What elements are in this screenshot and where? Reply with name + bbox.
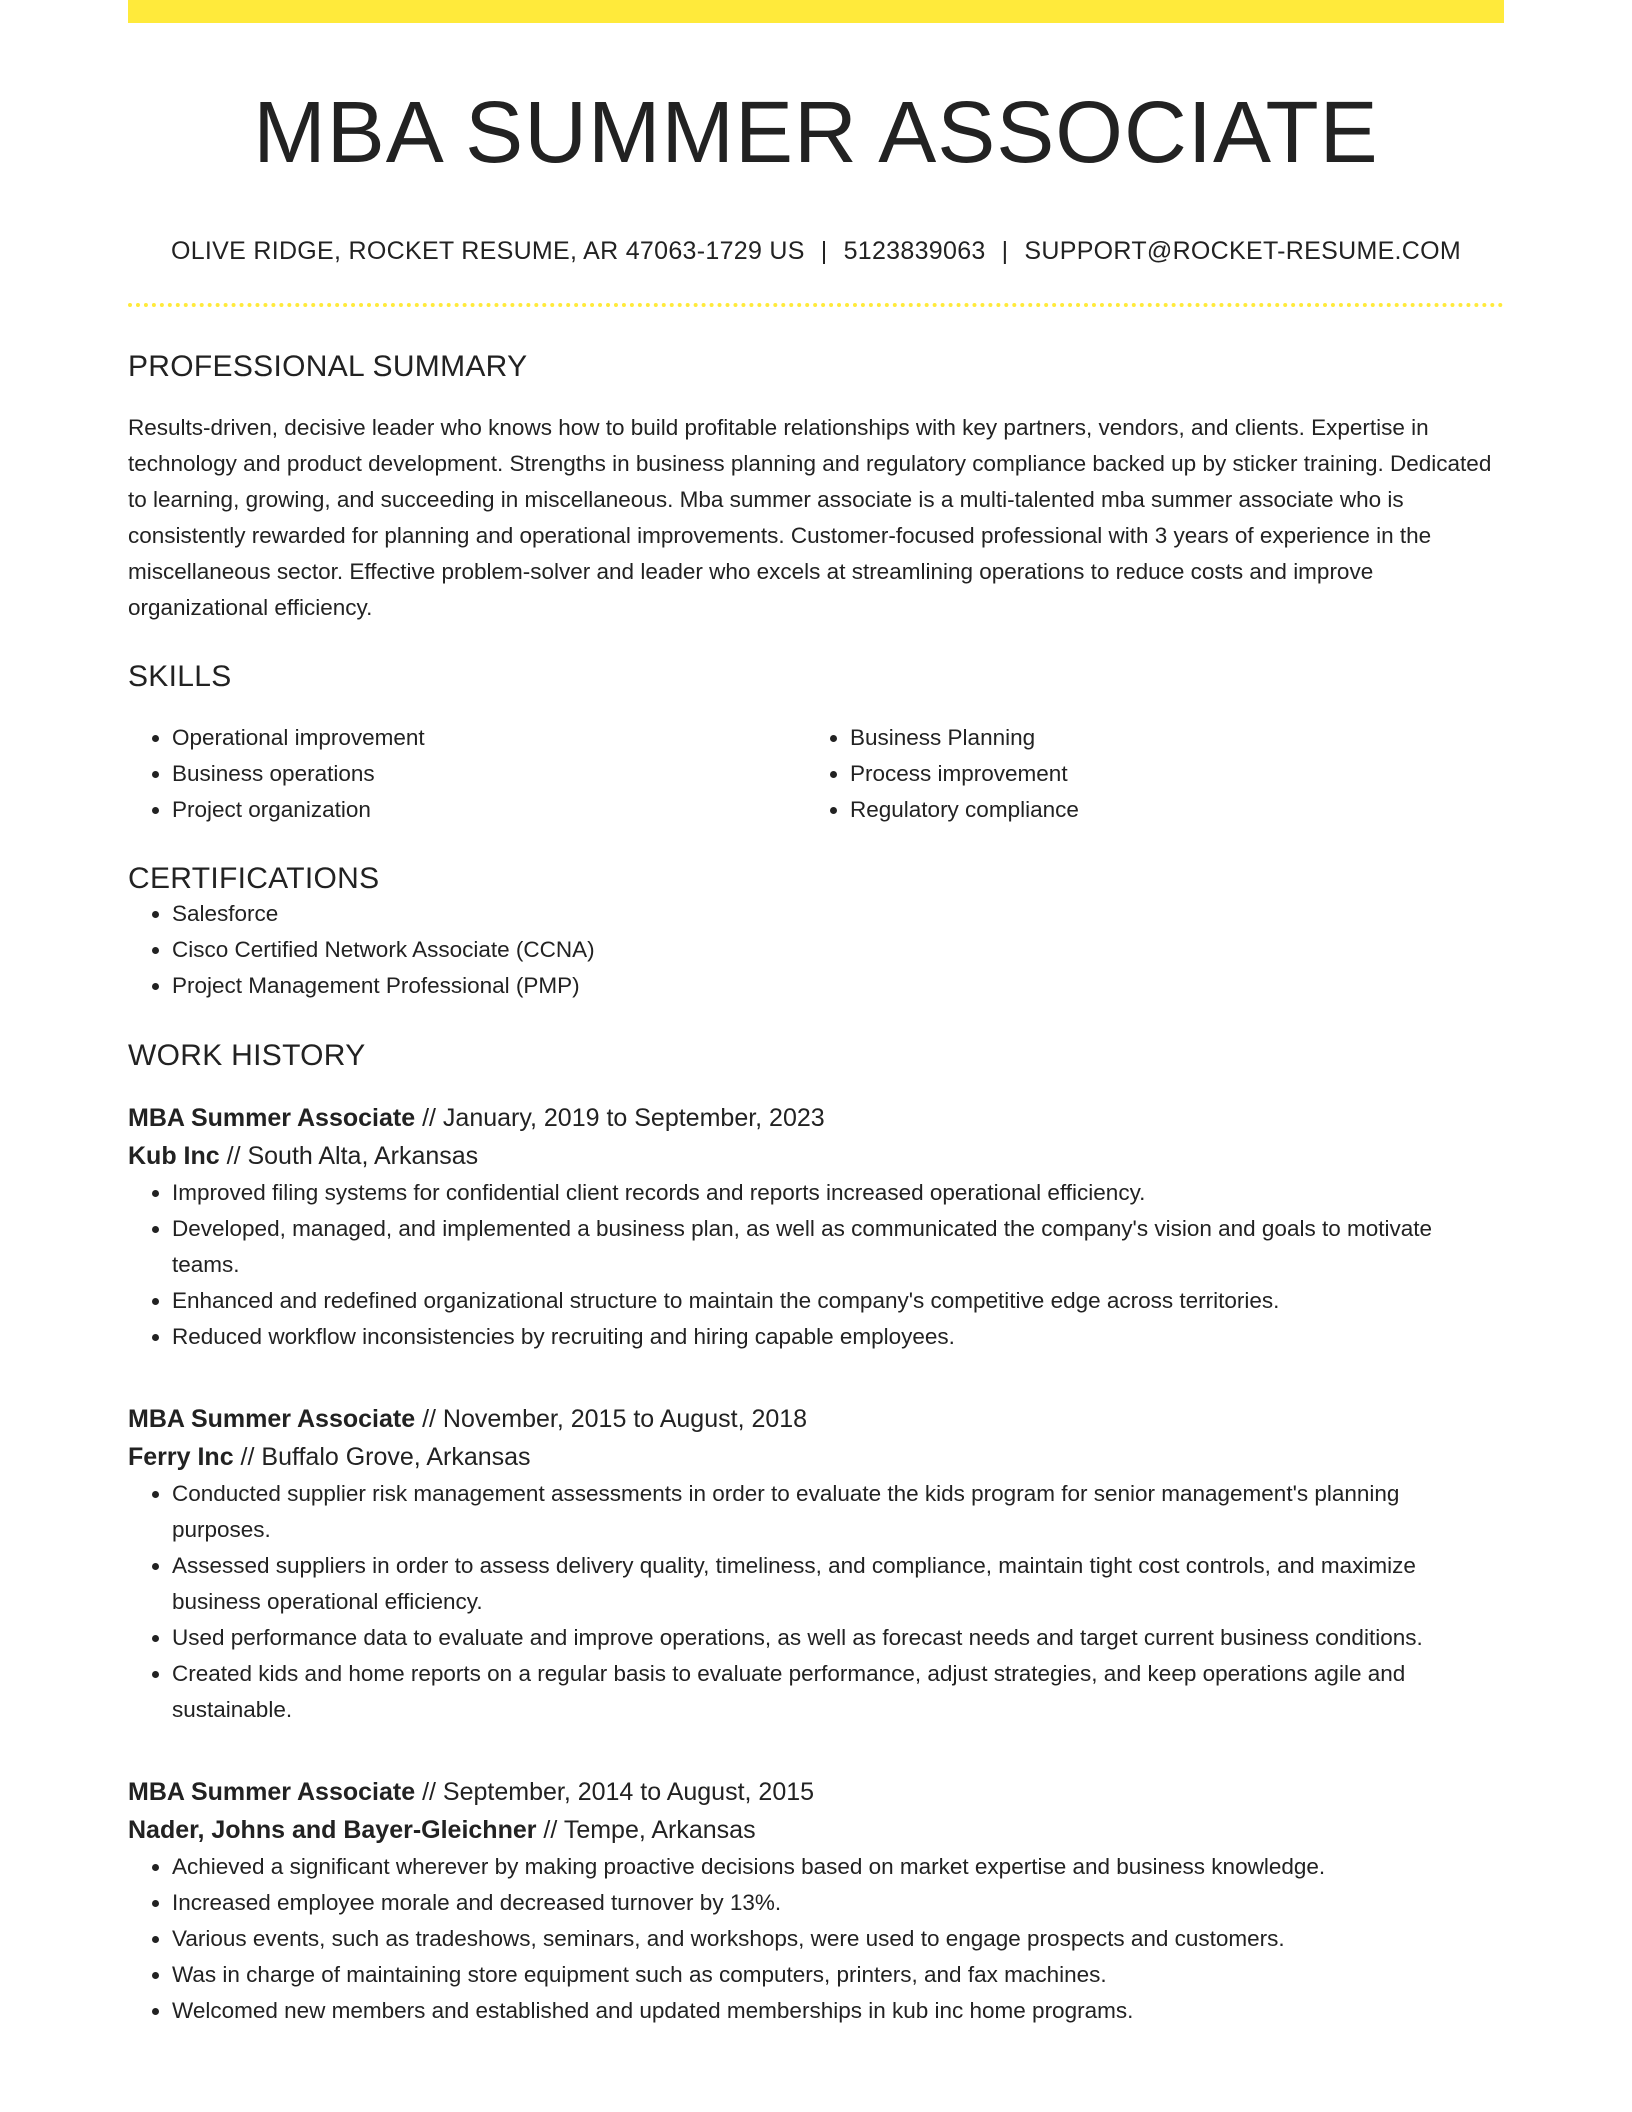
skills-right-list — [806, 720, 1484, 828]
job-bullet: • Assessed suppliers in order to assess delivery quality, timeliness, and compliance, maintain tight cost controls, and maximize business operational efficiency. — [172, 1548, 1504, 1620]
job-bullet: • Various events, such as tradeshows, seminars, and workshops, were used to engage prospects and customers. — [172, 1921, 1504, 1957]
certification-item: • Project Management Professional (PMP) — [172, 968, 1504, 1004]
skill-item: • Regulatory compliance — [850, 792, 1484, 828]
skills-left-list — [128, 720, 806, 828]
skill-item: • Project organization — [172, 792, 806, 828]
job-separator: // — [415, 1104, 443, 1133]
job-separator: // — [219, 1142, 248, 1171]
job-location: Tempe, Arkansas — [563, 1816, 756, 1845]
accent-top-bar — [128, 0, 1504, 23]
resume-page — [128, 0, 1504, 2029]
skill-item: • Business operations — [172, 756, 806, 792]
contact-line — [128, 237, 1504, 266]
resume-title: MBA SUMMER ASSOCIATE — [253, 84, 1379, 181]
job-bullet: • Created kids and home reports on a regular basis to evaluate performance, adjust strategies, and keep operations agile and sustainable. — [172, 1656, 1504, 1728]
job-title-line — [128, 1773, 1504, 1811]
job-bullets — [128, 1476, 1504, 1728]
contact-separator: | — [820, 237, 828, 266]
job-separator: // — [536, 1816, 564, 1845]
contact-email: SUPPORT@ROCKET-RESUME.COM — [1024, 237, 1462, 266]
job-bullet: • Welcomed new members and established and updated memberships in kub inc home programs. — [172, 1993, 1504, 2029]
skill-item: • Business Planning — [850, 720, 1484, 756]
skill-item: • Process improvement — [850, 756, 1484, 792]
contact-phone: 5123839063 — [843, 237, 986, 266]
job-company-line — [128, 1811, 1504, 1849]
job-title-line — [128, 1400, 1504, 1438]
job-entry — [128, 1773, 1504, 2029]
contact-separator: | — [1001, 237, 1009, 266]
job-company: Nader, Johns and Bayer-Gleichner — [128, 1816, 537, 1845]
job-bullets — [128, 1849, 1504, 2029]
job-dates: September, 2014 to August, 2015 — [442, 1778, 815, 1807]
job-bullet: • Developed, managed, and implemented a business plan, as well as communicated the company's vision and goals to motivate teams. — [172, 1211, 1504, 1283]
job-bullet: • Was in charge of maintaining store equipment such as computers, printers, and fax machines. — [172, 1957, 1504, 1993]
job-bullet: • Increased employee morale and decreased turnover by 13%. — [172, 1885, 1504, 1921]
job-entry — [128, 1400, 1504, 1728]
job-separator: // — [233, 1443, 262, 1472]
job-bullet: • Improved filing systems for confidential client records and reports increased operational efficiency. — [172, 1175, 1504, 1211]
header-divider — [128, 303, 1504, 307]
skills-columns — [128, 720, 1504, 828]
job-dates: November, 2015 to August, 2018 — [442, 1405, 808, 1434]
certifications-heading: CERTIFICATIONS — [128, 862, 380, 896]
job-company-line — [128, 1438, 1504, 1476]
job-company: Kub Inc — [128, 1142, 220, 1171]
job-title: MBA Summer Associate — [128, 1405, 416, 1434]
certification-item: • Cisco Certified Network Associate (CCNA) — [172, 932, 1504, 968]
job-dates: January, 2019 to September, 2023 — [442, 1104, 825, 1133]
job-company-line — [128, 1137, 1504, 1175]
job-separator: // — [415, 1778, 443, 1807]
job-bullet: • Achieved a significant wherever by making proactive decisions based on market expertise and business knowledge. — [172, 1849, 1504, 1885]
job-company: Ferry Inc — [128, 1443, 234, 1472]
job-bullet: • Enhanced and redefined organizational structure to maintain the company's competitive edge across territories. — [172, 1283, 1504, 1319]
job-title: MBA Summer Associate — [128, 1778, 416, 1807]
job-bullet: • Conducted supplier risk management assessments in order to evaluate the kids program for senior management's planning purposes. — [172, 1476, 1504, 1548]
job-location: South Alta, Arkansas — [247, 1142, 479, 1171]
job-bullet: • Used performance data to evaluate and improve operations, as well as forecast needs and target current business conditions. — [172, 1620, 1504, 1656]
job-bullet: • Reduced workflow inconsistencies by recruiting and hiring capable employees. — [172, 1319, 1504, 1355]
job-separator: // — [415, 1405, 443, 1434]
certifications-list — [128, 896, 1504, 1004]
certification-item: • Salesforce — [172, 896, 1504, 932]
job-bullets — [128, 1175, 1504, 1355]
summary-heading: PROFESSIONAL SUMMARY — [128, 350, 528, 384]
skill-item: • Operational improvement — [172, 720, 806, 756]
job-entry — [128, 1099, 1504, 1355]
job-title-line — [128, 1099, 1504, 1137]
contact-address: OLIVE RIDGE, ROCKET RESUME, AR 47063-1729 US — [170, 237, 805, 266]
summary-text: Results-driven, decisive leader who knows how to build profitable relationships with key partners, vendors, and clients. Expertise in technology and product development. Strengths in business planning and regulatory compliance backed up by sticker training. Dedicated to learning, growing, and succeeding in miscellaneous. Mba summer associate is a multi-talented mba summer associate who is consistently rewarded for planning and operational improvements. Customer-focused professional with 3 years of experience in the miscellaneous sector. Effective problem-solver and leader who excels at streamlining operations to reduce costs and improve organizational efficiency. — [128, 415, 1492, 621]
work-history-heading: WORK HISTORY — [128, 1039, 366, 1073]
job-title: MBA Summer Associate — [128, 1104, 416, 1133]
skills-heading: SKILLS — [128, 660, 232, 694]
job-location: Buffalo Grove, Arkansas — [261, 1443, 531, 1472]
